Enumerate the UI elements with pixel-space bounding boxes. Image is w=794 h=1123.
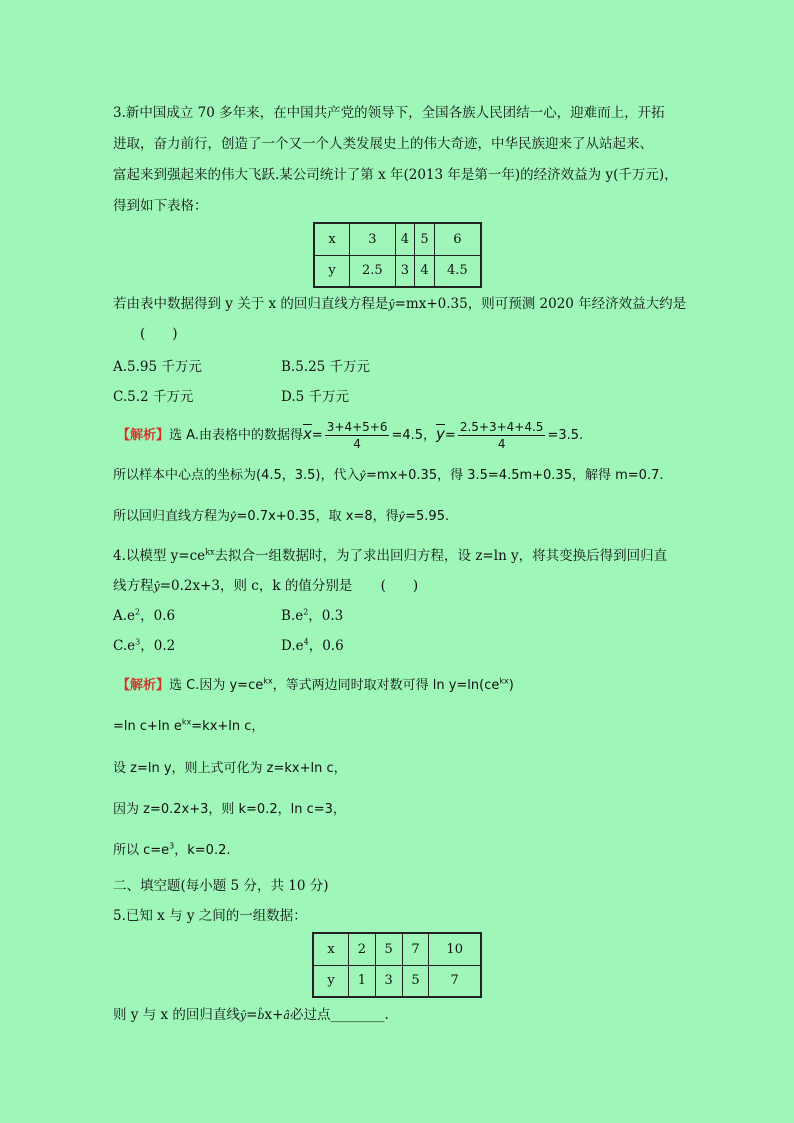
q4-option-d [281,637,344,655]
option-text: ，0.6 [308,638,344,654]
solution-tag: 【解析】 [117,428,170,443]
section-heading: 二、填空题(每小题 5 分，共 10 分) [113,878,329,894]
solution-text: =4.5， [391,428,437,443]
option-text: A.e [113,608,136,624]
table-cell: y [314,255,350,287]
q3-data-table [313,222,482,288]
y-hat-symbol: ŷ [398,510,406,523]
q4-solution-line-5 [113,842,231,860]
solution-text: =0.7x+0.35，取 x=8，得 [236,509,399,524]
y-hat-symbol: ŷ [388,298,395,311]
table-cell: x [314,223,350,255]
fraction-numerator: 3+4+5+6 [326,420,388,434]
q4-option-b [281,607,343,625]
table-cell: 7 [429,965,481,997]
table-row [313,933,481,965]
exponent: 3 [169,841,175,851]
solution-text: =mx+0.35，得 3.5=4.5m+0.35，解得 m=0.7. [366,468,664,483]
solution-text: 所以回归直线方程为 [113,509,231,524]
solution-text: ，等式两边同时取对数可得 ln y=ln(ce [272,678,500,693]
q3-option-c: C.5.2 千万元 [113,389,194,405]
y-hat-symbol: ŷ [239,1009,247,1022]
table-cell: 4.5 [434,255,481,287]
y-hat-symbol: ŷ [230,510,237,523]
q3-answer-paren: ( ) [140,326,178,342]
fraction [458,419,546,452]
solution-text: =kx+ln c， [191,719,265,734]
exponent: kx [205,547,215,557]
q5-text-line-1: 5.已知 x 与 y 之间的一组数据： [113,908,307,924]
y-bar-symbol: $\overline{y}$ [436,425,445,443]
table-cell: 7 [402,933,429,965]
table-cell: 4 [415,255,435,287]
table-cell: 6 [434,223,481,255]
q3-text-line-1: 3.新中国成立 70 多年来，在中国共产党的领导下，全国各族人民团结一心，迎难而上，开拓 [113,105,665,121]
q4-answer-paren: ( ) [380,578,419,594]
table-cell: x [313,933,349,965]
q3-option-b: B.5.25 千万元 [281,359,371,375]
b-hat-symbol: b̂ [257,1009,265,1022]
table-row [314,255,481,287]
a-hat-symbol: â [283,1009,290,1022]
exponent: 2 [303,607,309,617]
q4-solution-line-1 [117,677,514,695]
q3-solution-line-2 [113,467,663,485]
q3-option-d: D.5 千万元 [281,389,350,405]
table-cell: 3 [350,223,396,255]
q3-solution-line-3 [113,508,449,526]
exponent: 2 [135,607,141,617]
y-hat-symbol: ŷ [359,469,367,482]
x-bar-symbol: $\overline{x}$ [302,425,312,443]
q4-solution-line-4: 因为 z=0.2x+3，则 k=0.2，ln c=3， [113,802,346,817]
fraction-denominator: 4 [497,437,506,451]
q4-solution-line-3: 设 z=ln y，则上式可化为 z=kx+ln c， [113,761,347,776]
option-text: ，0.2 [140,638,176,654]
option-text: ，0.6 [140,608,176,624]
exponent: 3 [135,637,141,647]
solution-text: 所以 c=e [113,843,170,858]
q5-question [113,1006,389,1025]
fraction [325,419,390,452]
fraction-numerator: 2.5+3+4+4.5 [459,420,544,434]
table-cell: 3 [395,255,415,287]
table-cell: 5 [402,965,429,997]
option-text: D.e [281,638,304,654]
q3-question-pre: 若由表中数据得到 y 关于 x 的回归直线方程是 [113,296,389,312]
q3-solution-line-1: 【解析】选 A.由表格中的数据得$\overline{x}=$ $\frac{3+4+5+6}{4}$ =4.5，$\overline{y}=$ $\frac{2.5+3+4+4.5}{4}$ =3.5. [117,420,584,451]
q5-text: = [246,1007,258,1023]
q3-option-a: A.5.95 千万元 [113,359,202,375]
exponent: kx [263,676,273,686]
q5-text: 必过点________. [289,1007,389,1023]
q5-data-table [312,932,482,998]
table-cell: 5 [415,223,435,255]
solution-tag: 【解析】 [117,678,170,693]
table-cell: 2 [349,933,376,965]
table-row [313,965,481,997]
option-text: C.e [113,638,136,654]
q4-option-a [113,607,175,625]
q4-solution-line-2 [113,718,264,736]
q4-text: 线方程 [113,578,154,594]
table-cell: 4 [395,223,415,255]
q5-text: 则 y 与 x 的回归直线 [113,1007,240,1023]
exponent: kx [181,717,192,727]
q3-question [113,295,686,314]
solution-text: =5.95. [405,509,450,524]
table-cell: 3 [375,965,402,997]
solution-text: =3.5. [547,428,584,443]
exponent: 4 [303,637,309,647]
q4-text-line-1 [113,547,667,565]
solution-text: ，k=0.2. [174,843,231,858]
q3-text-line-2: 进取，奋力前行，创造了一个又一个人类发展史上的伟大奇迹，中华民族迎来了从站起来、 [113,136,653,152]
solution-text: 选 A.由表格中的数据得 [169,428,303,443]
table-cell: 5 [375,933,402,965]
q4-text-line-2 [113,577,418,596]
exponent: kx [499,676,509,686]
table-cell: 1 [349,965,376,997]
q3-text-line-4: 得到如下表格： [113,198,208,214]
q3-question-post: =mx+0.35，则可预测 2020 年经济效益大约是 [394,296,687,312]
table-row [314,223,481,255]
option-text: B.e [281,608,304,624]
solution-text: 选 C.因为 y=ce [169,678,264,693]
q4-text: 去拟合一组数据时，为了求出回归方程，设 z=ln y，将其变换后得到回归直 [214,548,668,564]
table-cell: 2.5 [350,255,396,287]
solution-text: ) [508,678,514,693]
option-text: ，0.3 [308,608,344,624]
table-cell: 10 [429,933,481,965]
q3-text-line-3: 富起来到强起来的伟大飞跃.某公司统计了第 x 年(2013 年是第一年)的经济效益为 y(千万元)， [113,167,678,183]
fraction-denominator: 4 [353,437,361,451]
solution-text: =ln c+ln e [113,719,182,734]
q4-text: =0.2x+3，则 c，k 的值分别是 [159,578,353,594]
q4-text: 4.以模型 y=ce [113,548,206,564]
q4-option-c [113,637,175,655]
solution-text: 所以样本中心点的坐标为(4.5，3.5)，代入 [113,468,360,483]
table-cell: y [313,965,349,997]
q5-text: x+ [264,1007,284,1023]
y-hat-symbol: ŷ [153,580,160,593]
